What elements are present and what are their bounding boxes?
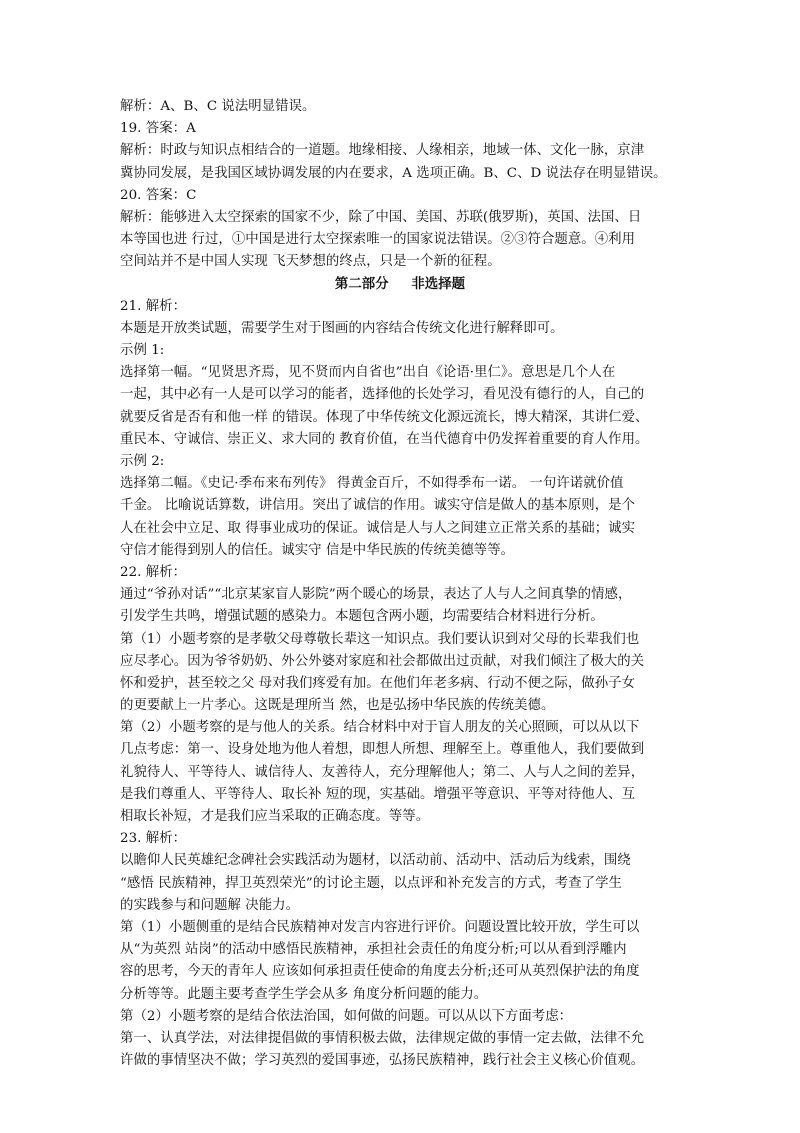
text-line: 是我们尊重人、平等待人、取长补 短的现，实基础。增强平等意识、平等对待他人、互 [120,786,636,802]
text-line: 就要反省是否有和他一样 的错误。体现了中华传统文化源远流长，博大精深，其讲仁爱、 [120,409,649,425]
text-line: 相取长补短，才是我们应当采取的正确态度。等等。 [120,809,430,824]
text-line: 守信才能得到别人的信任。诚实守 信是中华民族的传统美德等等。 [120,542,515,558]
text-line: 许做的事情坚决不做；学习英烈的爱国事迹，弘扬民族精神，践行社会主义核心价值观。 [120,1053,645,1069]
text-line: 选择第二幅。《史记·季布来布列传》 得黄金百斤，不如得季布一诺。 一句许诺就价值 [120,476,624,492]
text-line: 解析：时政与知识点相结合的一道题。地缘相接、人缘相亲，地域一体、文化一脉，京津 [120,143,645,159]
text-line: 重民本、守诚信、崇正义、求大同的 教育价值，在当代德育中仍发挥着重要的育人作用。 [120,431,649,447]
text-line: 礼貌待人、平等待人、诚信待人、友善待人，充分理解他人；第二、人与人之间的差异， [120,764,645,780]
question-label: 22. 解析： [120,564,187,580]
text-line: 分析等等。此题主要考查学生学会从多 角度分析问题的能力。 [120,986,488,1002]
text-line: 第（2）小题考察的是结合依法治国，如何做的问题。可以从以下方面考虑： [120,1008,573,1024]
text-line: 人在社会中立足、取 得事业成功的保证。诚信是人与人之间建立正常关系的基础；诚实 [120,520,636,536]
text-line: 从“为英烈 站岗”的活动中感悟民族精神，承担社会责任的角度分析;可以从看到浮雕内 [120,942,627,958]
text-line: “感悟 民族精神，捍卫英烈荣光”的讨论主题，以点评和补充发言的方式，考查了学生 [120,875,622,891]
answer-line: 19. 答案：A [120,121,196,137]
text-line: 本题是开放类试题，需要学生对于图画的内容结合传统文化进行解释即可。 [120,320,564,336]
text-line: 引发学生共鸣，增强试题的感染力。本题包含两小题，均需要结合材料进行分析。 [120,609,604,625]
question-label: 21. 解析： [120,298,187,314]
text-line: 容的思考，今天的青年人 应该如何承担责任使命的角度去分析;还可从英烈保护法的角度 [120,964,640,980]
text-line: 的实践参与和问题解 决能力。 [120,897,300,913]
text-line: 应尽孝心。因为爷爷奶奶、外公外婆对家庭和社会都做出过贡献，对我们倾注了极大的关 [120,653,645,669]
text-line: 的更要献上一片孝心。这既是理所当 然，也是弘扬中华民族的传统美德。 [120,698,555,714]
text-line: 第（1）小题侧重的是结合民族精神对发言内容进行评价。问题设置比较开放，学生可以 [120,919,640,935]
text-line: 以瞻仰人民英雄纪念碑社会实践活动为题材，以活动前、活动中、活动后为线索，围绕 [120,853,631,869]
text-line: 冀协同发展，是我国区域协调发展的内在要求，A 选项正确。B、C、D 说法存在明显错误。 [120,165,667,181]
text-line: 解析：A、B、C 说法明显错误。 [120,99,316,114]
answer-line: 20. 答案：C [120,187,197,203]
example-label: 示例 2: [120,454,165,469]
text-line: 怀和爱护，甚至较之父 母对我们疼爱有加。在他们年老多病、行动不便之际，做孙子女 [120,675,636,691]
text-line: 本等国也进 行过，①中国是进行太空探索唯一的国家说法错误。②③符合题意。④利用 [120,232,636,248]
document-body [120,96,680,1072]
text-line: 一起，其中必有一人是可以学习的能者，选择他的长处学习，看见没有德行的人，自己的 [120,387,645,403]
text-line: 几点考虑：第一、设身处地为他人着想，即想人所想、理解至上。尊重他人，我们要做到 [120,742,645,758]
text-line: 空间站并不是中国人实现 飞天梦想的终点，只是一个新的征程。 [120,254,501,270]
text-line: 通过“爷孙对话”“北京某家盲人影院”两个暖心的场景，表达了人与人之间真挚的情感， [120,587,632,603]
example-label: 示例 1: [120,343,165,359]
text-line: 选择第一幅。“见贤思齐焉，见不贤而内自省也”出自《论语·里仁》。意思是几个人在 [120,365,616,381]
text-line: 解析：能够进入太空探索的国家不少，除了中国、美国、苏联(俄罗斯)，英国、法国、日 [120,209,642,225]
text-line: 第（2）小题考察的是与他人的关系。结合材料中对于盲人朋友的关心照顾，可以从以下 [120,720,640,736]
section-heading: 第二部分 非选择题 [334,276,466,292]
text-line: 第一、认真学法，对法律提倡做的事情积极去做，法律规定做的事情一定去做，法律不允 [120,1030,645,1046]
question-label: 23. 解析： [120,831,187,847]
text-line: 第（1）小题考察的是孝敬父母尊敬长辈这一知识点。我们要认识到对父母的长辈我们也 [120,631,640,647]
text-line: 千金。 比喻说话算数，讲信用。突出了诚信的作用。诚实守信是做人的基本原则，是个 [120,498,636,514]
